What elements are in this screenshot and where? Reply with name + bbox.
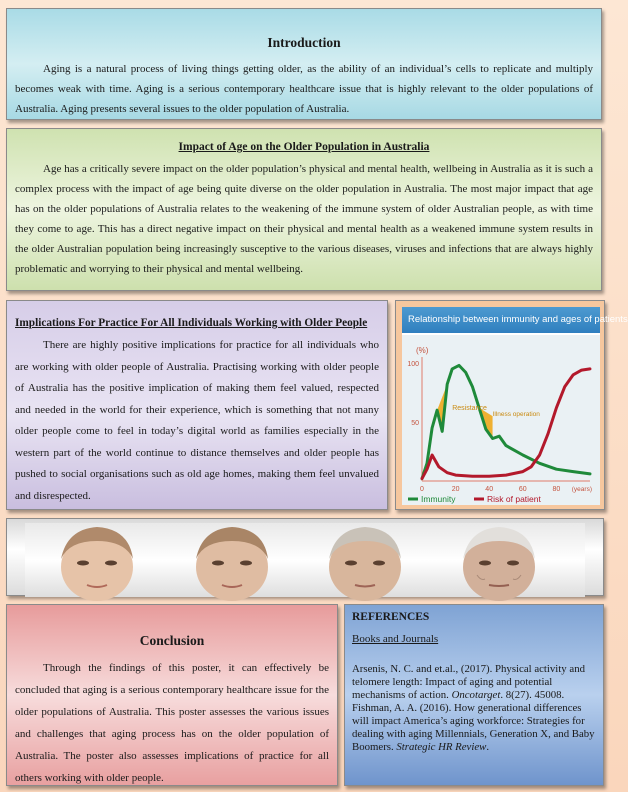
impact-panel [6,128,602,291]
conclusion-title: Conclusion [139,633,205,648]
reference-tail: . [486,741,490,753]
implications-panel [6,300,388,510]
introduction-body: Aging is a natural process of living things getting older, as the ability of an individual’s cells to replicate and multiply becomes weak with time. Aging is a serious contemporary healthcare issue that is highly relevant to the older populations of Australia. Aging presents several issues to the older population of Australia. [15,63,593,115]
implications-title: Implications For Practice For All Individuals Working with Older People [15,317,368,329]
chart-plot-area [402,335,600,505]
reference-text: Arsenis, N. C. and et.al., (2017). Physical activity and telomere length: Impact of aging and potential mechanisms of action. [352,663,585,701]
face-young [61,527,133,601]
x-tick-label: 20 [451,486,460,493]
impact-title: Impact of Age on the Older Population in Australia [178,141,430,153]
conclusion-body: Through the findings of this poster, it can effectively be concluded that aging is a serious contemporary healthcare issue for the older populations of Australia. This poster assesses the various issues and challenges that aging process has on the older population of Australia. The poster also assesses implications of practice for all others working with older people. [15,662,329,784]
references-title: REFERENCES [352,611,430,623]
x-tick-label: 60 [518,486,527,493]
introduction-panel [6,8,602,120]
implications-body: There are highly positive implications for practice for all individuals who are working with older people of Australia. Practising working with older people of Australia has the positive implication of making them feel valued, respected and needed in the world for their experience, which is something that not many older people come to feel in today’s digital world as families especially in the western part of the world continue to distance themselves and older people has pushed to social organisations such as old age homes, making them feel unvalued and disrespected. [15,339,379,502]
reference-item [352,663,596,702]
reference-journal: Strategic HR Review [396,741,487,753]
y-tick-label: 100 [407,361,419,368]
reference-item [352,702,596,754]
reference-text: Fishman, A. A. (2016). How generational differences will impact America’s aging workforce: Strategies for dealing with aging Millennials, Generation X, and Baby Boomers. [352,702,595,753]
legend-label-risk: Risk of patient [487,494,541,504]
face-adult [196,527,268,601]
x-tick-label: 40 [485,486,494,493]
introduction-title: Introduction [267,35,341,50]
immunity-chart-panel [395,300,628,510]
impact-body: Age has a critically severe impact on the older population’s physical and mental health, wellbeing in Australia as it is such a complex process with the impact of age being quite diverse on the older population in Australia. The most major impact that age has on the older populations of Australia relates to the weakening of the immune system of older Australian people, as with time they come to age. This has a direct negative impact on their physical and mental health as a weakened immune system results in the older Australian population being increasingly susceptive to the various diseases, viruses and infections that are always highly problematic and worrying to their physical and mental wellbeing. [15,163,593,275]
legend-label-immunity: Immunity [421,494,456,504]
reference-journal: Oncotarget [451,689,501,701]
annotation-resistance: Resistance [452,405,487,413]
chart-svg [402,335,600,505]
face-elderly [463,527,535,601]
x-tick-label: 0 [420,486,424,493]
y-tick-label: 50 [411,420,419,427]
x-tick-label: 80 [552,486,561,493]
immunity-chart [402,307,628,505]
y-axis-label: (%) [416,346,429,355]
aging-faces-image [7,519,605,597]
chart-title: Relationship between immunity and ages of patients [402,307,600,333]
face-middle-aged [329,527,401,601]
reference-tail: . 8(27). 45008. [500,689,565,701]
series-line-immunity [422,365,590,478]
aging-faces-strip [6,518,604,596]
x-axis-label: (years) [571,486,592,493]
references-panel [344,604,604,786]
conclusion-panel [6,604,338,786]
annotation-illness-operation: Illness operation [492,411,540,419]
references-subtitle: Books and Journals [352,633,439,645]
